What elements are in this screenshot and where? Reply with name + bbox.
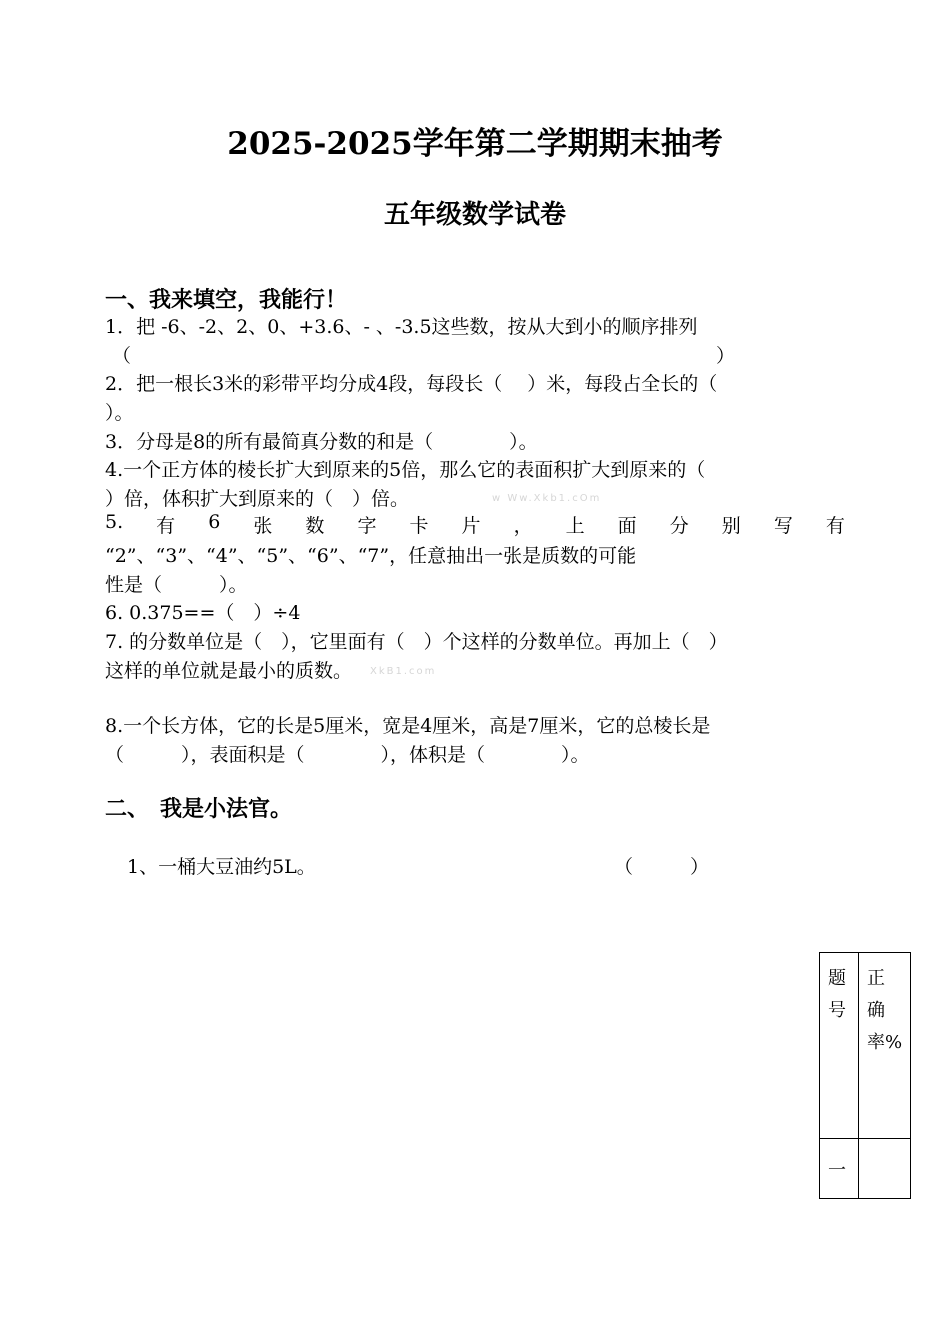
section2-heading: 二、 我是小法官。 bbox=[105, 796, 293, 822]
q5-word: 张 bbox=[253, 515, 273, 537]
question-2-line2: ）。 bbox=[105, 402, 134, 424]
question-3: 3．分母是8的所有最简真分数的和是（ ）。 bbox=[105, 431, 538, 453]
question-5-line3: 性是（ ）。 bbox=[105, 574, 248, 596]
question-7-line1: 7. 的分数单位是（ ），它里面有（ ）个这样的分数单位。再加上（ ） bbox=[105, 631, 728, 653]
q5-word: 面 bbox=[617, 515, 637, 537]
question-2-line1: 2．把一根长3米的彩带平均分成4段，每段长（ ）米，每段占全长的（ bbox=[105, 373, 718, 395]
q5-word: 有 bbox=[156, 515, 176, 537]
score-table-header-row bbox=[820, 953, 911, 1139]
question-1-blank-open: （ bbox=[112, 345, 132, 367]
question-8-line1: 8.一个长方体，它的长是5厘米，宽是4厘米，高是7厘米，它的总棱长是 bbox=[105, 715, 711, 737]
question-7-line2: 这样的单位就是最小的质数。 bbox=[105, 660, 353, 682]
watermark: w Ww.Xkb1.cOm bbox=[492, 493, 602, 504]
question-5-line2: “2”、“3”、“4”、“5”、“6”、“7”，任意抽出一张是质数的可能 bbox=[105, 545, 637, 567]
q5-word: 写 bbox=[773, 515, 793, 537]
q5-word: 5. bbox=[105, 511, 124, 533]
question-4-line1: 4.一个正方体的棱长扩大到原来的5倍，那么它的表面积扩大到原来的（ bbox=[105, 459, 706, 481]
watermark: XkB1.com bbox=[370, 666, 437, 677]
section1-heading: 一、我来填空，我能行！ bbox=[105, 287, 348, 313]
score-table bbox=[819, 952, 911, 1199]
score-row-accuracy bbox=[859, 1139, 911, 1199]
question-8-line2: （ ），表面积是（ ），体积是（ ）。 bbox=[105, 744, 590, 766]
q5-word: 字 bbox=[357, 515, 377, 537]
judge-question-1-bracket: （ ） bbox=[614, 856, 710, 878]
score-header-number bbox=[820, 953, 859, 1139]
question-1: 1．把 -6、-2、2、0、+3.6、- 、-3.5这些数，按从大到小的顺序排列 bbox=[105, 316, 698, 338]
question-4-line2: ）倍，体积扩大到原来的（ ）倍。 bbox=[105, 488, 410, 510]
score-row-number: 一 bbox=[820, 1139, 859, 1199]
q5-word: 数 bbox=[305, 515, 325, 537]
q5-word: ， bbox=[513, 515, 533, 537]
q5-word: 上 bbox=[565, 515, 585, 537]
score-header-number-text: 题号 bbox=[828, 968, 846, 1021]
question-6: 6. 0.375==（ ）÷4 bbox=[105, 602, 301, 624]
score-header-accuracy bbox=[859, 953, 911, 1139]
page-subtitle: 五年级数学试卷 bbox=[383, 200, 566, 230]
q5-word: 卡 bbox=[409, 515, 429, 537]
q5-word: 片 bbox=[461, 515, 481, 537]
question-5-line1 bbox=[105, 511, 845, 538]
q5-word: 有 bbox=[825, 515, 845, 537]
question-1-blank-close: ） bbox=[716, 345, 736, 367]
table-row bbox=[820, 1139, 911, 1199]
q5-word: 6 bbox=[208, 511, 221, 533]
judge-question-1: 1、一桶大豆油约5L。 bbox=[127, 856, 316, 878]
q5-word: 分 bbox=[669, 515, 689, 537]
score-header-accuracy-text: 正确率% bbox=[867, 968, 903, 1053]
q5-word: 别 bbox=[721, 515, 741, 537]
page-title: 2025-2025学年第二学期期末抽考 bbox=[227, 126, 723, 162]
